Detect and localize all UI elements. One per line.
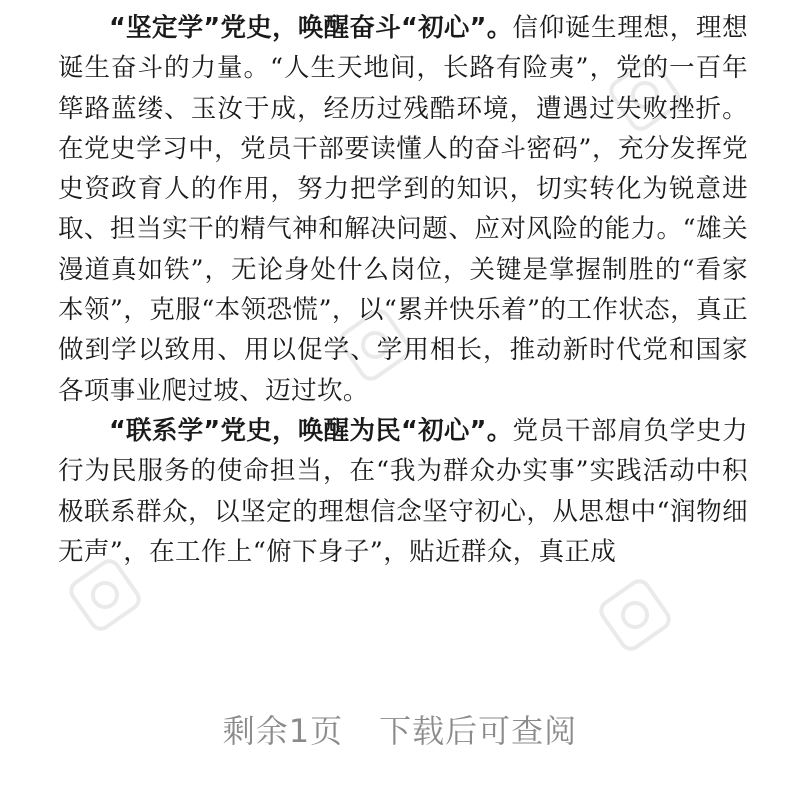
download-to-view-label[interactable]: 下载后可查阅	[379, 712, 578, 750]
document-body	[58, 8, 748, 572]
paragraph-1	[58, 8, 748, 411]
remaining-pages-label: 剩余1页	[222, 712, 344, 750]
watermark-icon	[586, 566, 683, 663]
paragraph-2	[58, 411, 748, 572]
paragraph-2-text: 党员干部肩负学史力行为民服务的使命担当，在“我为群众办实事”实践活动中积极联系群众，以坚定的理想信念坚守初心，从思想中“润物细无声”，在工作上“俯下身子”，贴近群众，真正成	[58, 415, 748, 567]
download-prompt[interactable]	[0, 706, 800, 752]
paragraph-2-heading: “联系学”党史，唤醒为民“初心”。	[109, 415, 513, 446]
paragraph-1-heading: “坚定学”党史，唤醒奋斗“初心”。	[109, 13, 513, 43]
paragraph-1-text: 信仰诞生理想，理想诞生奋斗的力量。“人生天地间，长路有险夷”，党的一百年筚路蓝缕、玉汝于成，经历过残酷环境，遭遇过失败挫折。在党史学习中，党员干部要读懂人的奋斗密码”，充分发挥党史资政育人的作用，努力把学到的知识，切实转化为锐意进取、担当实干的精气神和解决问题、应对风险的能力。“雄关漫道真如铁”，无论身处什么岗位，关键是掌握制胜的“看家本领”，克服“本领恐慌”，以“累并快乐着”的工作状态，真正做到学以致用、用以促学、学用相长，推动新时代党和国家各项事业爬过坡、迈过坎。	[58, 13, 748, 406]
